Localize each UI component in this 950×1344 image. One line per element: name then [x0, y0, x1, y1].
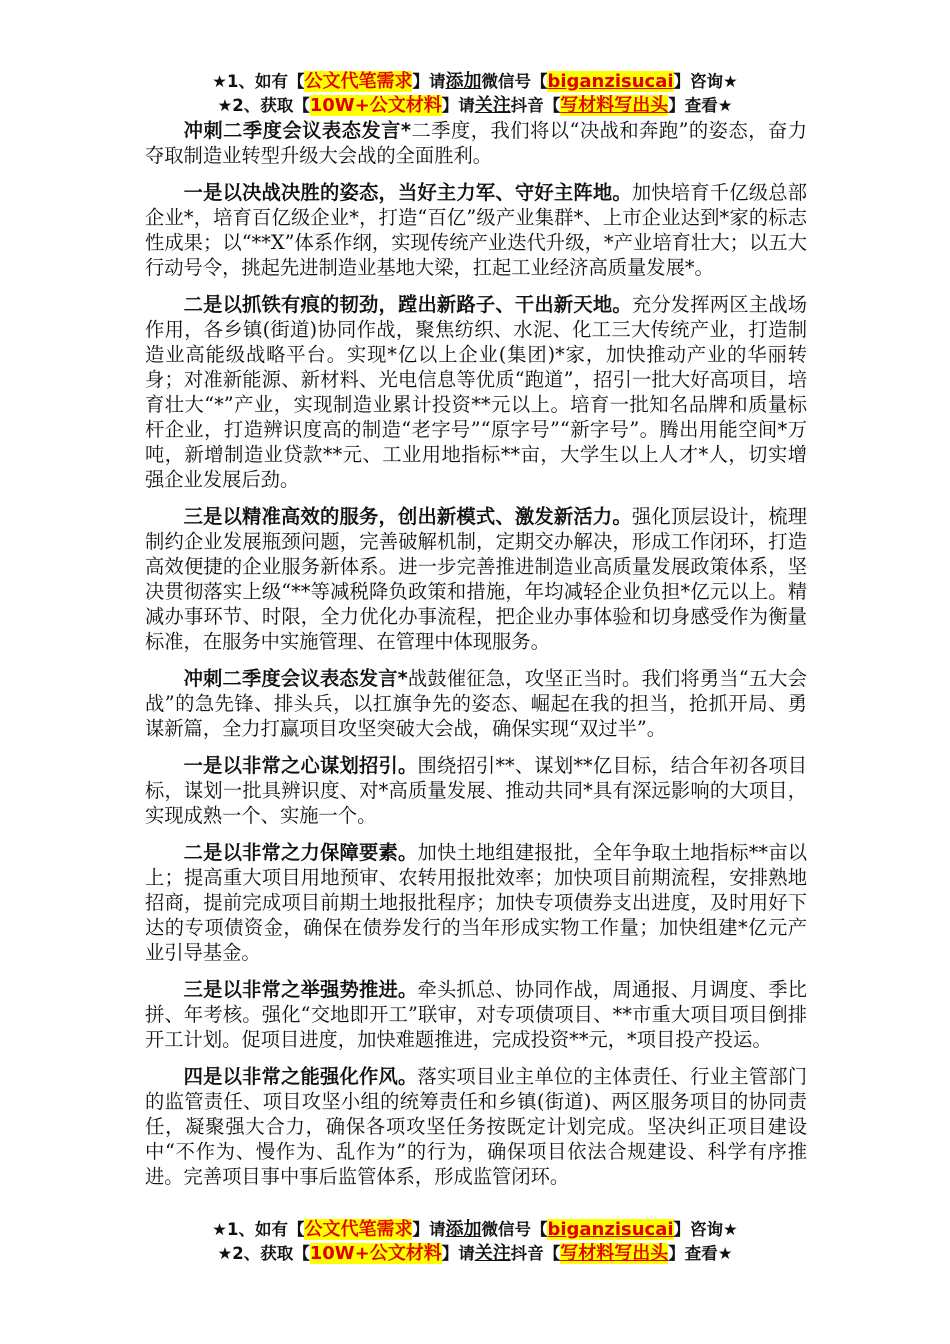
promo-text: ★1、如有【 — [212, 72, 305, 91]
paragraph-lead: 三是以精准高效的服务，创出新模式、激发新活力。 — [183, 505, 632, 528]
wechat-id: biganzisucai — [547, 1219, 674, 1240]
promo-text: 】请 — [412, 1220, 446, 1239]
promo-text: 】请 — [412, 72, 446, 91]
paragraph — [145, 840, 807, 965]
paragraph-lead: 冲刺二季度会议表态发言* — [183, 667, 408, 690]
promo-text: 抖音【 — [510, 96, 561, 115]
highlight-materials: 10W+公文材料 — [309, 95, 442, 116]
paragraph-text: 二季度，我们将以“决战和奔跑”的姿态，奋力夺取制造业转型升级大会战的全面胜利。 — [145, 119, 807, 167]
promo-line-1 — [0, 70, 950, 94]
paragraph-lead: 四是以非常之能强化作风。 — [183, 1065, 418, 1088]
paragraph — [145, 180, 807, 280]
paragraph-text: 充分发挥两区主战场作用，各乡镇(街道)协同作战，聚焦纺织、水泥、化工三大传统产业，打造制造业高能级战略平台。实现*亿以上企业(集团)*家，加快推动产业的华丽转身；对准新能源、新材料、光电信息等优质“跑道”，招引一批大好高项目，培育壮大“*”产业，实现制造业累计投资**元以上。培育一批知名品牌和质量标杆企业，打造辨识度高的制造“老字号”“原字号”“新字号”。腾出用能空间*万吨，新增制造业贷款**元、工业用地指标**亩，大学生以上人才*人，切实增强企业发展后劲。 — [145, 293, 808, 491]
promo-text: 关注 — [474, 1243, 511, 1264]
promo-text: 】查看★ — [668, 1244, 733, 1263]
paragraph — [145, 504, 807, 654]
promo-header — [0, 70, 950, 118]
paragraph-text: 加快土地组建报批，全年争取土地指标**亩以上；提高重大项目用地预审、农转用报批效率；加快项目前期流程，安排熟地招商，提前完成项目前期土地报批程序；加快专项债券支出进度，及时用好下达的专项债资金，确保在债券发行的当年形成实物工作量；加快组建*亿元产业引导基金。 — [145, 841, 808, 964]
promo-text: 】请 — [441, 96, 475, 115]
paragraph-lead: 一是以决战决胜的姿态，当好主力军、守好主阵地。 — [183, 181, 632, 204]
paragraph — [145, 753, 807, 828]
promo-text: 关注 — [474, 95, 511, 116]
paragraph — [145, 292, 807, 492]
paragraph-lead: 三是以非常之举强势推进。 — [183, 978, 418, 1001]
document-body — [145, 118, 807, 1201]
promo-text: 】咨询★ — [673, 72, 738, 91]
promo-text: 微信号【 — [481, 1220, 548, 1239]
paragraph — [145, 118, 807, 168]
wechat-id: biganzisucai — [547, 71, 674, 92]
highlight-materials: 10W+公文材料 — [309, 1243, 442, 1264]
paragraph-text: 强化顶层设计，梳理制约企业发展瓶颈问题，完善破解机制，定期交办解决，形成工作闭环，打造高效便捷的企业服务新体系。进一步完善推进制造业高质量发展政策体系，坚决贯彻落实上级“**等减税降负政策和措施，年均减轻企业负担*亿元以上。精减办事环节、时限，全力优化办事流程，把企业办事体验和切身感受作为衡量标准，在服务中实施管理、在管理中体现服务。 — [145, 505, 808, 653]
promo-text: 添加 — [445, 1219, 482, 1240]
promo-text: 】请 — [441, 1244, 475, 1263]
paragraph-lead: 冲刺二季度会议表态发言* — [183, 119, 411, 142]
paragraph-text: 战鼓催征急，攻坚正当时。我们将勇当“五大会战”的急先锋、排头兵，以扛旗争先的姿态、崛起在我的担当，抢抓开局、勇谋新篇，全力打赢项目攻坚突破大会战，确保实现“双过半”。 — [145, 667, 807, 740]
promo-line-2 — [0, 94, 950, 118]
promo-text: 】查看★ — [668, 96, 733, 115]
promo-line-2 — [0, 1242, 950, 1266]
paragraph-text: 牵头抓总、协同作战，周通报、月调度、季比拼、年考核。强化“交地即开工”联审，对专项债项目、**市重大项目项目倒排开工计划。促项目进度，加快难题推进，完成投资**元，*项目投产投运。 — [145, 978, 808, 1051]
paragraph-text: 落实项目业主单位的主体责任、行业主管部门的监管责任、项目攻坚小组的统筹责任和乡镇(街道)、两区服务项目的协同责任，凝聚强大合力，确保各项攻坚任务按既定计划完成。坚决纠正项目建设中“不作为、慢作为、乱作为”的行为，确保项目依法合规建设、科学有序推进。完善项目事中事后监管体系，形成监管闭环。 — [145, 1065, 808, 1188]
paragraph-text: 围绕招引**、谋划**亿目标，结合年初各项目标，谋划一批具辨识度、对*高质量发展、推动共同*具有深远影响的大项目，实现成熟一个、实施一个。 — [145, 754, 808, 827]
promo-text: ★2、获取【 — [217, 96, 310, 115]
paragraph — [145, 666, 807, 741]
promo-text: 】咨询★ — [673, 1220, 738, 1239]
promo-text: ★1、如有【 — [212, 1220, 305, 1239]
paragraph-lead: 二是以非常之力保障要素。 — [183, 841, 418, 864]
paragraph-lead: 一是以非常之心谋划招引。 — [183, 754, 418, 777]
promo-text: 添加 — [445, 71, 482, 92]
highlight-service: 公文代笔需求 — [304, 1219, 413, 1240]
douyin-id: 写材料写出头 — [560, 95, 669, 116]
paragraph-text: 加快培育千亿级总部企业*，培育百亿级企业*，打造“百亿”级产业集群*、上市企业达到*家的标志性成果；以“**X”体系作纲，实现传统产业迭代升级，*产业培育壮大；以五大行动号令，挑起先进制造业基地大梁，扛起工业经济高质量发展*。 — [145, 181, 808, 279]
promo-text: 微信号【 — [481, 72, 548, 91]
promo-line-1 — [0, 1218, 950, 1242]
promo-text: 抖音【 — [510, 1244, 561, 1263]
douyin-id: 写材料写出头 — [560, 1243, 669, 1264]
promo-footer — [0, 1218, 950, 1266]
paragraph — [145, 1064, 807, 1189]
promo-text: ★2、获取【 — [217, 1244, 310, 1263]
highlight-service: 公文代笔需求 — [304, 71, 413, 92]
paragraph-lead: 二是以抓铁有痕的韧劲，蹚出新路子、干出新天地。 — [183, 293, 632, 316]
paragraph — [145, 977, 807, 1052]
